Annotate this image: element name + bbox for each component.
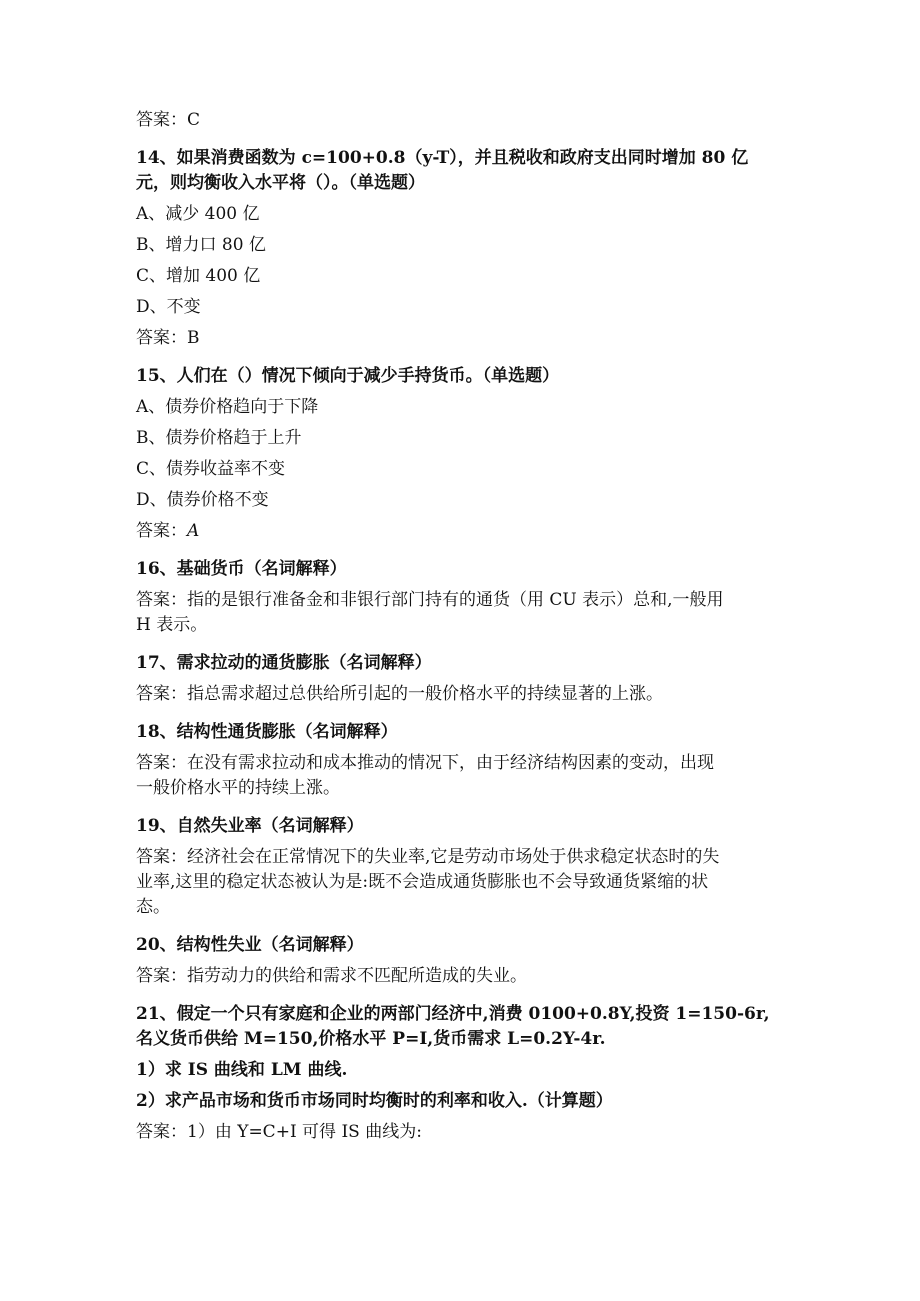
question-15-option-a: A、债券价格趋向于下降 <box>136 397 319 417</box>
question-21-sub-2: 2）求产品市场和货币市场同时均衡时的利率和收入.（计算题） <box>136 1091 613 1111</box>
question-14-option-a: A、减少 400 亿 <box>136 204 260 224</box>
answer-17: 答案：指总需求超过总供给所引起的一般价格水平的持续显著的上涨。 <box>136 684 663 704</box>
question-14-option-b: B、增力口 80 亿 <box>136 235 266 255</box>
question-15: 15、人们在（）情况下倾向于减少手持货币。（单选题） <box>136 366 560 386</box>
question-15-option-c: C、债券收益率不变 <box>136 459 286 479</box>
question-21-line-1: 21、假定一个只有家庭和企业的两部门经济中,消费 0100+0.8Y,投资 1=150-6r, <box>136 1004 770 1024</box>
question-21-line-2: 名义货币供给 M=150,价格水平 P=I,货币需求 L=0.2Y-4r. <box>136 1029 606 1049</box>
answer-19-line-1: 答案：经济社会在正常情况下的失业率,它是劳动市场处于供求稳定状态时的失 <box>136 847 720 867</box>
question-15-option-b: B、债券价格趋于上升 <box>136 428 302 448</box>
answer-15 <box>136 519 786 544</box>
question-14-option-c: C、增加 400 亿 <box>136 266 261 286</box>
answer-15-label: 答案： <box>136 521 187 541</box>
answer-16-line-1: 答案：指的是银行准备金和非银行部门持有的通货（用 CU 表示）总和,一般用 <box>136 590 724 610</box>
answer-21: 答案：1）由 Y=C+I 可得 IS 曲线为: <box>136 1122 422 1142</box>
question-21-sub-1: 1）求 IS 曲线和 LM 曲线. <box>136 1060 348 1080</box>
answer-16-line-2: H 表示。 <box>136 615 208 635</box>
answer-14: 答案：B <box>136 328 200 348</box>
answer-20: 答案：指劳动力的供给和需求不匹配所造成的失业。 <box>136 966 527 986</box>
question-19: 19、自然失业率（名词解释） <box>136 816 364 836</box>
question-17: 17、需求拉动的通货膨胀（名词解释） <box>136 653 432 673</box>
answer-18-line-2: 一般价格水平的持续上涨。 <box>136 778 340 798</box>
question-16: 16、基础货币（名词解释） <box>136 559 347 579</box>
answer-15-value: A <box>187 521 200 541</box>
question-20: 20、结构性失业（名词解释） <box>136 935 364 955</box>
question-14-line-2: 元，则均衡收入水平将（）。（单选题） <box>136 173 425 193</box>
question-14-option-d: D、不变 <box>136 297 201 317</box>
question-18: 18、结构性通货膨胀（名词解释） <box>136 722 398 742</box>
question-15-option-d: D、债券价格不变 <box>136 490 269 510</box>
document-page <box>136 108 786 1145</box>
question-14-line-1: 14、如果消费函数为 c=100+0.8（y-T），并且税收和政府支出同时增加 80 亿 <box>136 148 749 168</box>
answer-13: 答案：C <box>136 110 201 130</box>
answer-18-line-1: 答案：在没有需求拉动和成本推动的情况下，由于经济结构因素的变动，出现 <box>136 753 714 773</box>
answer-19-line-2: 业率,这里的稳定状态被认为是:既不会造成通货膨胀也不会导致通货紧缩的状 <box>136 872 709 892</box>
answer-19-line-3: 态。 <box>136 897 170 917</box>
